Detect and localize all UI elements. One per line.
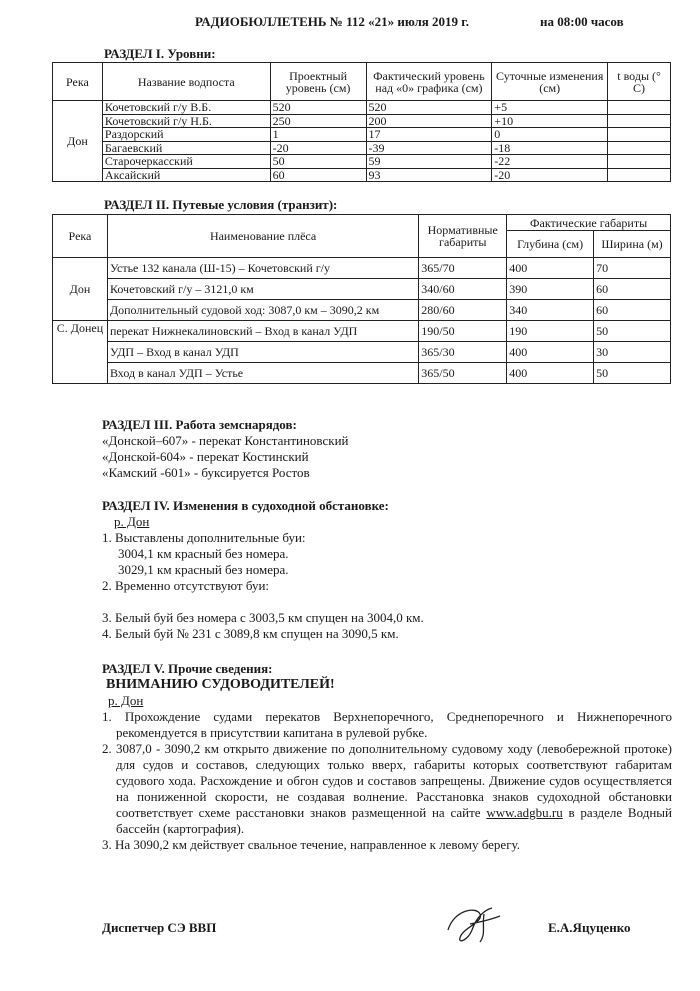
table-row — [53, 258, 671, 279]
width-cell: 60 — [594, 279, 671, 300]
bulletin-time: на 08:00 часов — [540, 14, 624, 29]
daily-cell: -20 — [492, 168, 608, 182]
temp-cell — [608, 101, 671, 115]
stretch-cell: Кочетовский г/у – 3121,0 км — [107, 279, 418, 300]
table-row — [53, 155, 671, 169]
project-cell: 50 — [270, 155, 366, 169]
temp-cell — [608, 168, 671, 182]
section5-item3: 3. На 3090,2 км действует свальное течение, направленное к левому берегу. — [102, 837, 520, 852]
section4-title: РАЗДЕЛ IV. Изменения в судоходной обстановке: — [102, 498, 389, 513]
width-cell: 30 — [594, 342, 671, 363]
table-row — [53, 342, 671, 363]
norm-cell: 280/60 — [419, 300, 507, 321]
section5-attention: ВНИМАНИЮ СУДОВОДИТЕЛЕЙ! — [106, 677, 335, 692]
temp-cell — [608, 155, 671, 169]
river-cell: Дон — [53, 101, 103, 182]
dredger-line: «Камский -601» - буксируется Ростов — [102, 465, 310, 480]
header-temp: t воды (° С) — [608, 63, 671, 101]
temp-cell — [608, 128, 671, 142]
item2-text: 2. 3087,0 - 3090,2 км открыто движение по дополнительному судовому ходу (левобережной протоке) для судов и составов, следующих только вверх, габариты которых соответствуют габаритам судового хода. Расхождение и обгон судов и составов запрещены. Движение судов осуществляется на пониженной скорости, не создавая волнение. Расстановка знаков судоходной обстановки соответствует схеме расстановки знаков размещенной на сайте — [102, 741, 672, 820]
section4-river: р. Дон — [114, 514, 150, 529]
depth-cell: 400 — [507, 258, 594, 279]
post-cell: Кочетовский г/у В.Б. — [102, 101, 270, 115]
header-stretch: Наименование плёса — [107, 215, 418, 258]
dredger-line: «Донской–607» - перекат Константиновский — [102, 433, 349, 448]
depth-cell: 190 — [507, 321, 594, 342]
project-cell: 1 — [270, 128, 366, 142]
table-row — [53, 101, 671, 115]
daily-cell: 0 — [492, 128, 608, 142]
norm-cell: 340/60 — [419, 279, 507, 300]
post-cell: Багаевский — [102, 141, 270, 155]
signature-image — [440, 900, 510, 946]
table-row — [53, 279, 671, 300]
bulletin-title: РАДИОБЮЛЛЕТЕНЬ № 112 «21» июля 2019 г. — [195, 14, 469, 29]
section5-item1: 1. Прохождение судами перекатов Верхнепоречного, Среднепоречного и Нижнепоречного рекомендуется в присутствии капитана в рулевой рубке. — [102, 709, 672, 740]
header-width: Ширина (м) — [594, 231, 671, 258]
actual-cell: 520 — [366, 101, 492, 115]
header-norm: Нормативные габариты — [419, 215, 507, 258]
levels-header-row — [53, 63, 671, 101]
dispatcher-label: Диспетчер СЭ ВВП — [102, 920, 217, 935]
table-row — [53, 321, 671, 342]
section3 — [102, 417, 662, 481]
header-project: Проектный уровень (см) — [270, 63, 366, 101]
table-row — [53, 168, 671, 182]
transit-header-row — [53, 215, 671, 231]
site-link[interactable]: www.adgbu.ru — [486, 805, 563, 820]
norm-cell: 365/50 — [419, 363, 507, 384]
signatory-name: Е.А.Яцуценко — [548, 920, 631, 935]
section4-item2: 2. Временно отсутствуют буи: — [102, 578, 270, 593]
section5 — [102, 661, 672, 853]
section4-item3: 3. Белый буй без номера с 3003,5 км спущен на 3004,0 км. — [102, 610, 424, 625]
temp-cell — [608, 141, 671, 155]
temp-cell — [608, 114, 671, 128]
depth-cell: 400 — [507, 363, 594, 384]
section5-title: РАЗДЕЛ V. Прочие сведения: — [102, 661, 273, 676]
daily-cell: -18 — [492, 141, 608, 155]
stretch-cell: УДП – Вход в канал УДП — [107, 342, 418, 363]
section5-river: р. Дон — [108, 693, 144, 708]
section1-title: РАЗДЕЛ I. Уровни: — [104, 46, 216, 61]
norm-cell: 365/30 — [419, 342, 507, 363]
levels-table — [52, 62, 671, 182]
section2-title: РАЗДЕЛ II. Путевые условия (транзит): — [104, 197, 338, 212]
width-cell: 70 — [594, 258, 671, 279]
stretch-cell: Вход в канал УДП – Устье — [107, 363, 418, 384]
post-cell: Раздорский — [102, 128, 270, 142]
table-row — [53, 128, 671, 142]
post-cell: Кочетовский г/у Н.Б. — [102, 114, 270, 128]
post-cell: Старочеркасский — [102, 155, 270, 169]
section5-item2 — [102, 741, 672, 837]
header-river: Река — [53, 63, 103, 101]
post-cell: Аксайский — [102, 168, 270, 182]
section3-title: РАЗДЕЛ III. Работа земснарядов: — [102, 417, 297, 432]
bulletin-header — [0, 14, 700, 34]
stretch-cell: Дополнительный судовой ход: 3087,0 км – 3090,2 км — [107, 300, 418, 321]
buoy-line: 3029,1 км красный без номера. — [118, 562, 289, 577]
stretch-cell: перекат Нижнекалиновский – Вход в канал УДП — [107, 321, 418, 342]
actual-cell: 93 — [366, 168, 492, 182]
daily-cell: +5 — [492, 101, 608, 115]
header-actual: Фактический уровень над «0» графика (см) — [366, 63, 492, 101]
depth-cell: 390 — [507, 279, 594, 300]
table-row — [53, 114, 671, 128]
width-cell: 60 — [594, 300, 671, 321]
header-post: Название водпоста — [102, 63, 270, 101]
actual-cell: 200 — [366, 114, 492, 128]
section4 — [102, 498, 672, 642]
table-row — [53, 141, 671, 155]
norm-cell: 190/50 — [419, 321, 507, 342]
table-row — [53, 300, 671, 321]
header-daily: Суточные изменения (см) — [492, 63, 608, 101]
project-cell: 250 — [270, 114, 366, 128]
dredger-line: «Донской-604» - перекат Костинский — [102, 449, 309, 464]
river-cell: С. Донец — [53, 321, 108, 384]
stretch-cell: Устье 132 канала (Ш-15) – Кочетовский г/у — [107, 258, 418, 279]
section4-item1: 1. Выставлены дополнительные буи: — [102, 530, 306, 545]
item2-text-end: в разделе Водный бассейн (картография). — [116, 805, 672, 836]
project-cell: -20 — [270, 141, 366, 155]
daily-cell: -22 — [492, 155, 608, 169]
section4-item4: 4. Белый буй № 231 с 3089,8 км спущен на 3090,5 км. — [102, 626, 399, 641]
actual-cell: 17 — [366, 128, 492, 142]
header-river: Река — [53, 215, 108, 258]
project-cell: 60 — [270, 168, 366, 182]
actual-cell: 59 — [366, 155, 492, 169]
actual-cell: -39 — [366, 141, 492, 155]
header-fact: Фактические габариты — [507, 215, 671, 231]
daily-cell: +10 — [492, 114, 608, 128]
depth-cell: 340 — [507, 300, 594, 321]
depth-cell: 400 — [507, 342, 594, 363]
buoy-line: 3004,1 км красный без номера. — [118, 546, 289, 561]
table-row — [53, 363, 671, 384]
norm-cell: 365/70 — [419, 258, 507, 279]
project-cell: 520 — [270, 101, 366, 115]
river-cell: Дон — [53, 258, 108, 321]
header-depth: Глубина (см) — [507, 231, 594, 258]
transit-table — [52, 214, 671, 384]
width-cell: 50 — [594, 321, 671, 342]
width-cell: 50 — [594, 363, 671, 384]
